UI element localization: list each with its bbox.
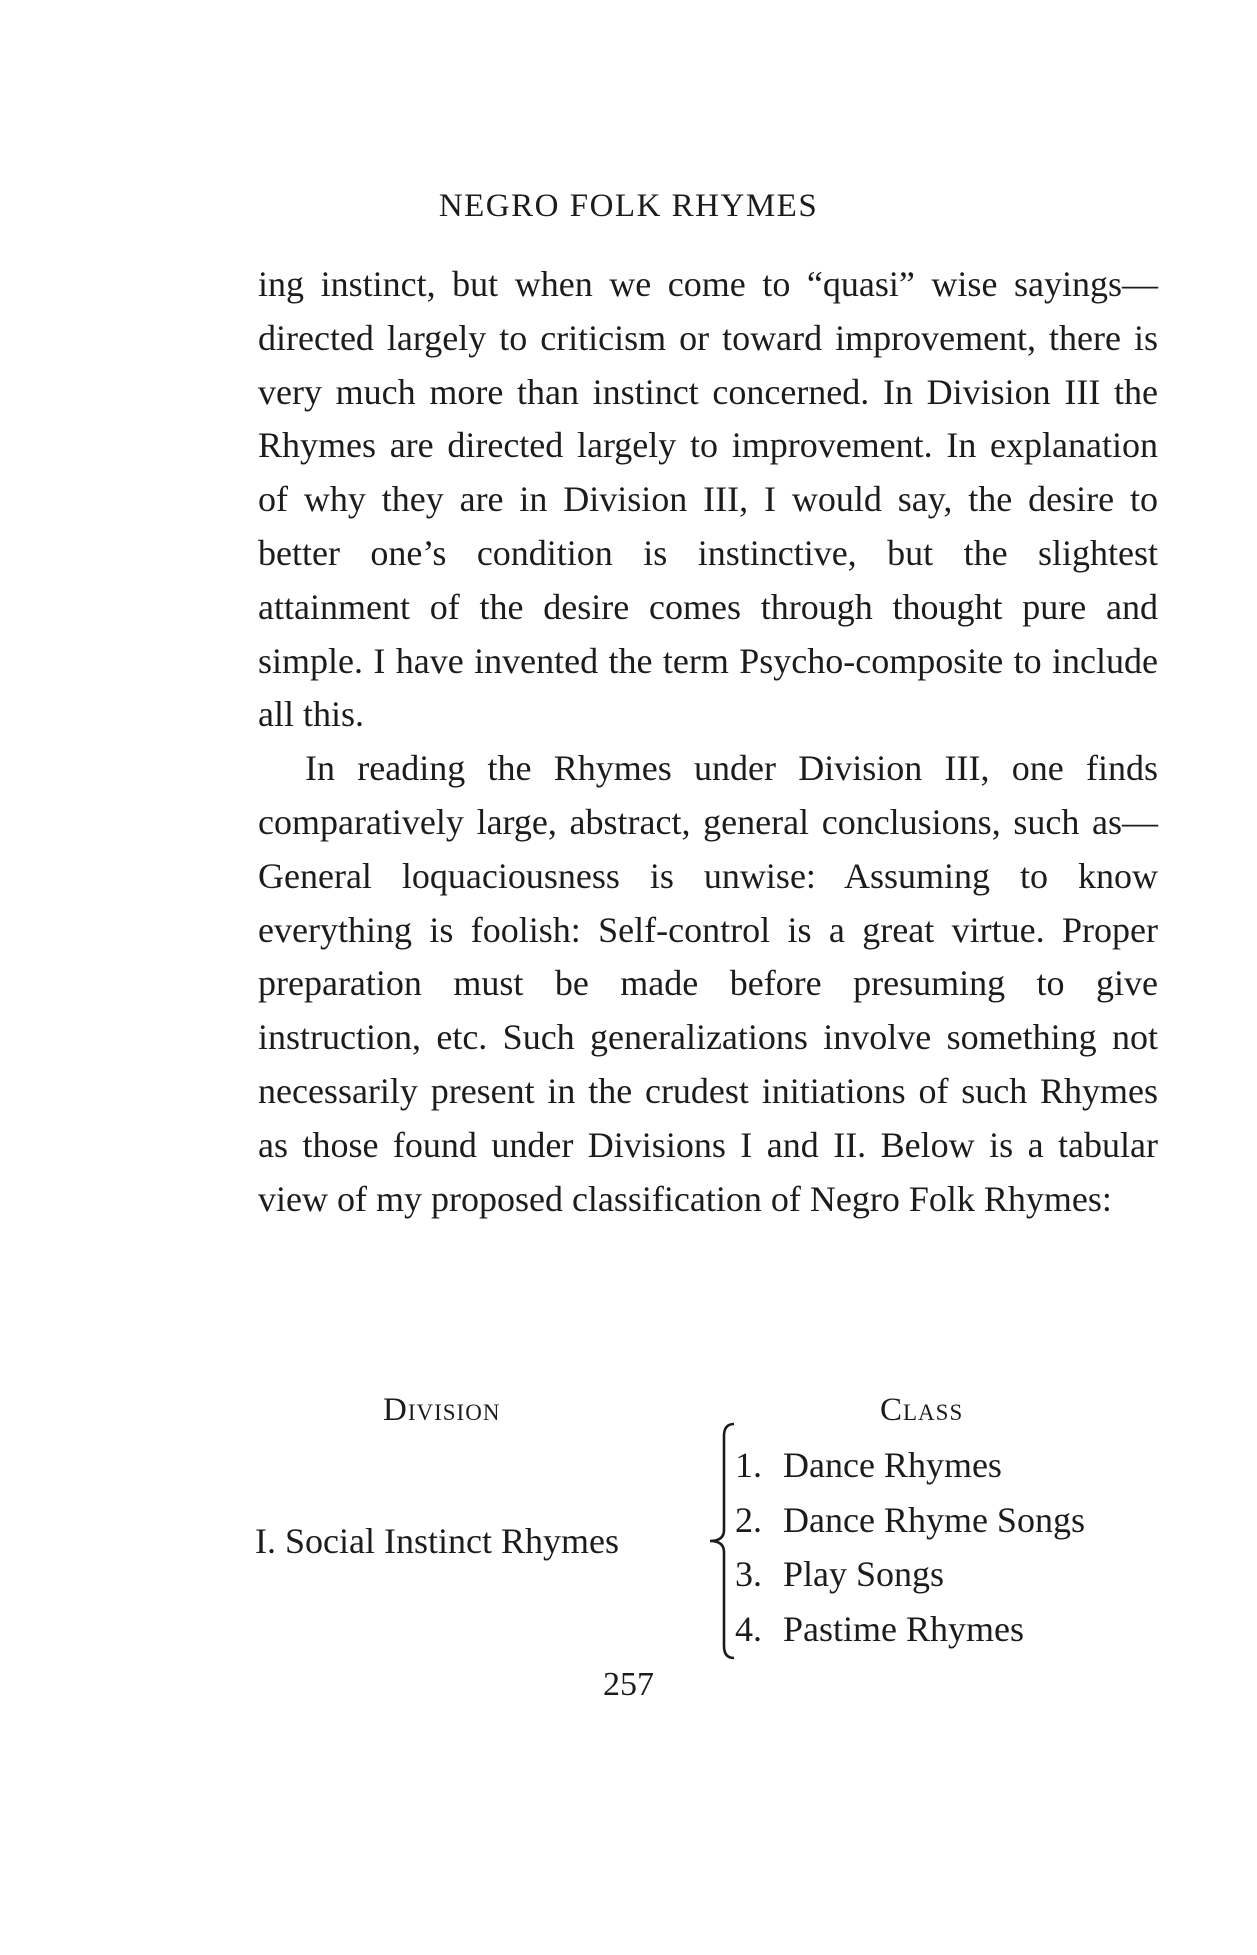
list-item [735, 1438, 1085, 1493]
division-label: I. Social Instinct Rhymes [255, 1521, 619, 1561]
class-number: 3. [735, 1554, 762, 1594]
class-column-header: Class [880, 1392, 964, 1428]
running-head: NEGRO FOLK RHYMES [438, 188, 819, 224]
list-item [735, 1493, 1085, 1548]
class-label: Dance Rhymes [783, 1445, 1002, 1485]
division-column-header: Division [383, 1392, 501, 1428]
class-number: 4. [735, 1608, 762, 1649]
paragraph-2: In reading the Rhymes under Division III, one finds comparatively large, abstract, general conclusions, such as—General loquaciousness is unwise: Assuming to know everything is foolish: Self-control is a great virtue. Proper preparation must be made before presuming to give instruction, etc. Such generalizations involve something not necessarily present in the crudest initiations of such Rhymes as those found under Divisions I and II. Below is a tabular view of my proposed classification of Negro Folk Rhymes: [258, 748, 1158, 1219]
page-number: 257 [603, 1666, 654, 1703]
class-number: 1. [735, 1445, 762, 1485]
classification-table-header [0, 1392, 1257, 1442]
list-item [735, 1602, 1085, 1657]
class-label: Dance Rhyme Songs [783, 1499, 1085, 1540]
body-text [258, 258, 1158, 1226]
class-label: Play Songs [783, 1554, 945, 1594]
class-number: 2. [735, 1499, 762, 1540]
class-list [735, 1438, 1085, 1656]
paragraph-1: ing instinct, but when we come to “quasi” wise sayings—directed largely to criticism or toward improvement, there is very much more than instinct concerned. In Division III the Rhymes are directed largely to improvement. In explanation of why they are in Division III, I would say, the desire to better one’s condition is instinctive, but the slightest attainment of the desire comes through thought pure and simple. I have invented the term Psycho-composite to include all this. [258, 264, 1158, 735]
list-item [735, 1547, 1085, 1602]
class-label: Pastime Rhymes [783, 1608, 1024, 1649]
